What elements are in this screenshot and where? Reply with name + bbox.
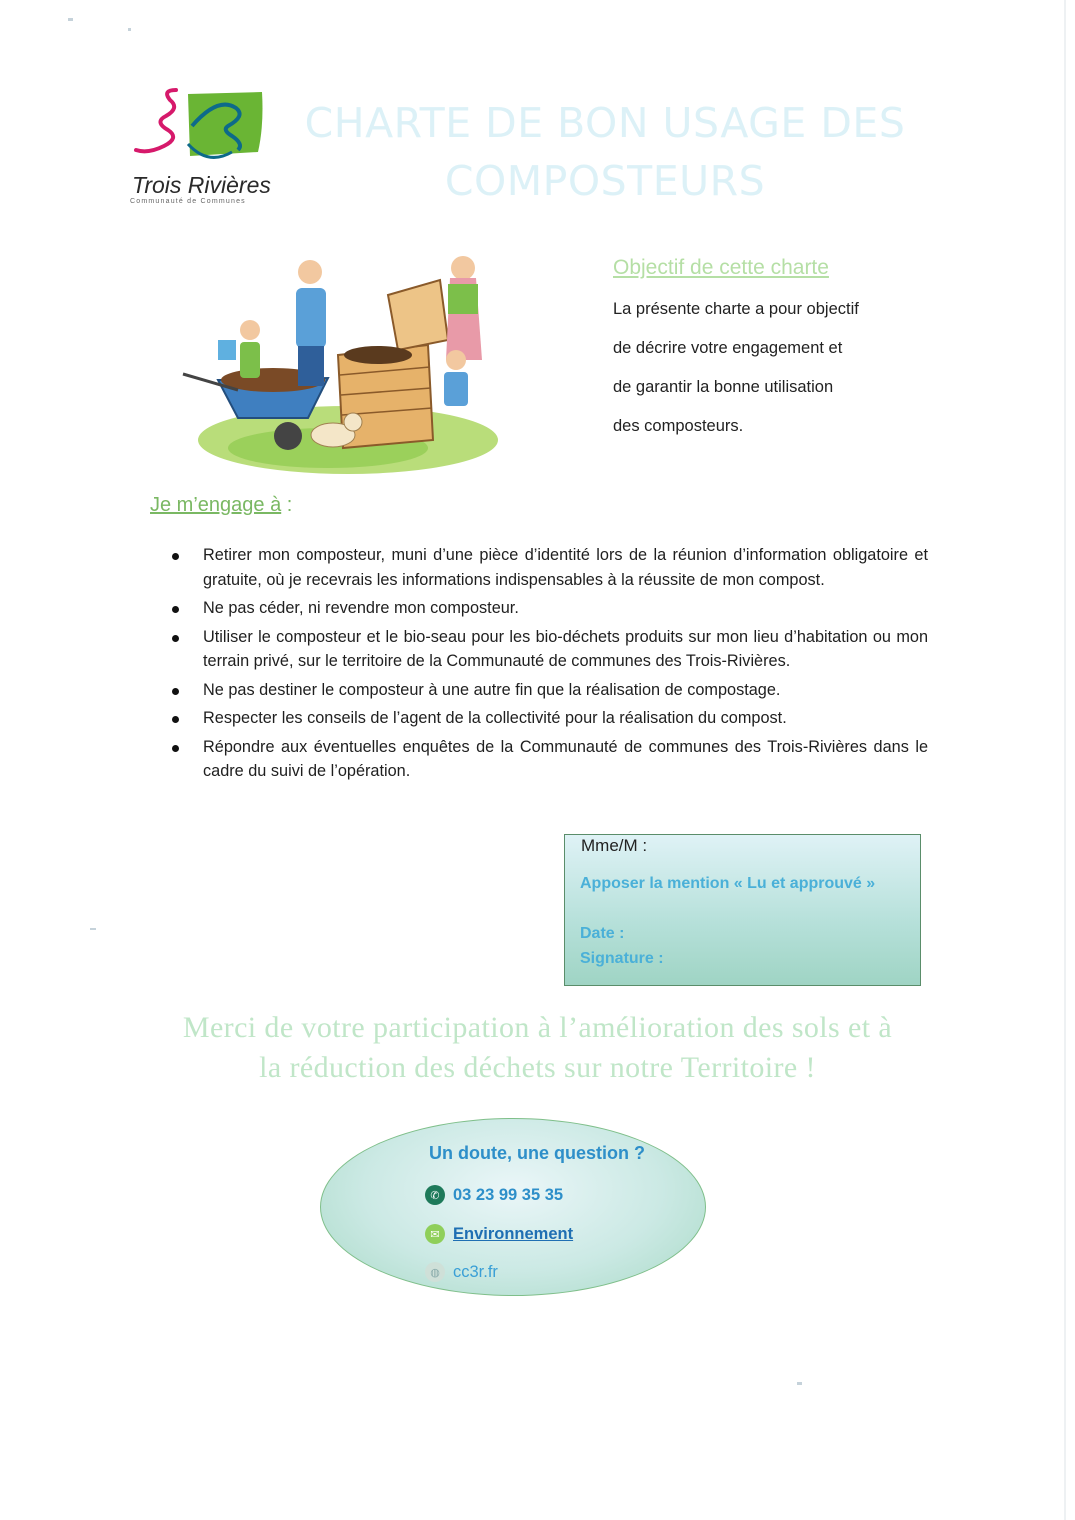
list-item-text: Retirer mon composteur, muni d’une pièce d’identité lors de la réunion d’information obligatoire et gratuite, où je recevrais les informations indispensables à la réussite de mon compost.	[203, 546, 928, 589]
contact-oval	[320, 1118, 706, 1296]
bullet-icon	[172, 553, 179, 560]
contact-email-row[interactable]	[425, 1222, 573, 1246]
contact-website[interactable]: cc3r.fr	[453, 1262, 498, 1281]
list-item-text: Répondre aux éventuelles enquêtes de la Communauté de communes des Trois-Rivières dans le cadre du suivi de l’opération.	[203, 737, 928, 780]
thanks-line-1: Merci de votre participation à l’amélioration des sols et à	[182, 1011, 893, 1044]
signature-box[interactable]	[564, 834, 921, 986]
contact-phone-row[interactable]	[425, 1183, 563, 1207]
bullet-icon	[172, 606, 179, 613]
objective-heading: Objectif de cette charte	[613, 256, 829, 279]
name-label: Mme/M :	[581, 836, 648, 855]
logo-name: Trois Rivières	[132, 172, 271, 198]
scan-speck	[797, 1382, 802, 1385]
objective-line-4: des composteurs.	[613, 417, 744, 435]
date-label: Date :	[580, 925, 625, 942]
bullet-icon	[172, 716, 179, 723]
globe-icon: ◍	[425, 1262, 445, 1282]
scan-speck	[68, 18, 73, 21]
trois-rivieres-logo	[128, 86, 278, 211]
envelope-icon: ✉	[425, 1224, 445, 1244]
list-item	[172, 735, 928, 784]
list-item	[172, 706, 928, 731]
list-item	[172, 596, 928, 621]
logo-flag-icon	[128, 86, 278, 174]
engagement-list	[172, 543, 928, 788]
scan-speck	[128, 28, 131, 31]
title-line-1: CHARTE DE BON USAGE DES	[304, 99, 906, 147]
bullet-icon	[172, 635, 179, 642]
objective-line-1: La présente charte a pour objectif	[613, 300, 859, 318]
objective-line-3: de garantir la bonne utilisation	[613, 378, 834, 396]
thanks-line-2: la réduction des déchets sur notre Territoire !	[259, 1051, 816, 1084]
contact-phone[interactable]: 03 23 99 35 35	[453, 1185, 564, 1204]
page-title	[300, 94, 910, 210]
list-item	[172, 678, 928, 703]
composting-family-illustration	[178, 250, 508, 490]
list-item	[172, 625, 928, 674]
engagement-heading	[150, 494, 292, 517]
scan-speck	[90, 928, 96, 930]
list-item-text: Respecter les conseils de l’agent de la collectivité pour la réalisation du compost.	[203, 709, 787, 727]
logo-subtitle: Communauté de Communes	[130, 198, 246, 205]
list-item-text: Ne pas destiner le composteur à une autre fin que la réalisation de compostage.	[203, 680, 781, 699]
phone-icon: ✆	[425, 1185, 445, 1205]
thanks-message	[120, 1008, 955, 1088]
bullet-icon	[172, 688, 179, 695]
list-item-text: Utiliser le composteur et le bio-seau pour les bio-déchets produits sur mon lieu d’habitation ou mon terrain privé, sur le territoire de la Communauté de communes des Trois-Rivières.	[203, 627, 928, 670]
mention-instruction: Apposer la mention « Lu et approuvé »	[580, 875, 876, 892]
bullet-icon	[172, 745, 179, 752]
signature-label: Signature :	[580, 950, 664, 967]
contact-website-row[interactable]	[425, 1260, 498, 1284]
contact-question: Un doute, une question ?	[429, 1143, 645, 1163]
engagement-heading-text: Je m’engage à	[150, 494, 282, 516]
engagement-heading-colon: :	[281, 494, 293, 516]
contact-email-link[interactable]: Environnement	[453, 1224, 574, 1243]
list-item-text: Ne pas céder, ni revendre mon composteur.	[203, 599, 519, 617]
title-line-2: COMPOSTEURS	[444, 157, 766, 205]
page-edge	[1064, 0, 1066, 1520]
list-item	[172, 543, 928, 592]
objective-line-2: de décrire votre engagement et	[613, 339, 843, 357]
